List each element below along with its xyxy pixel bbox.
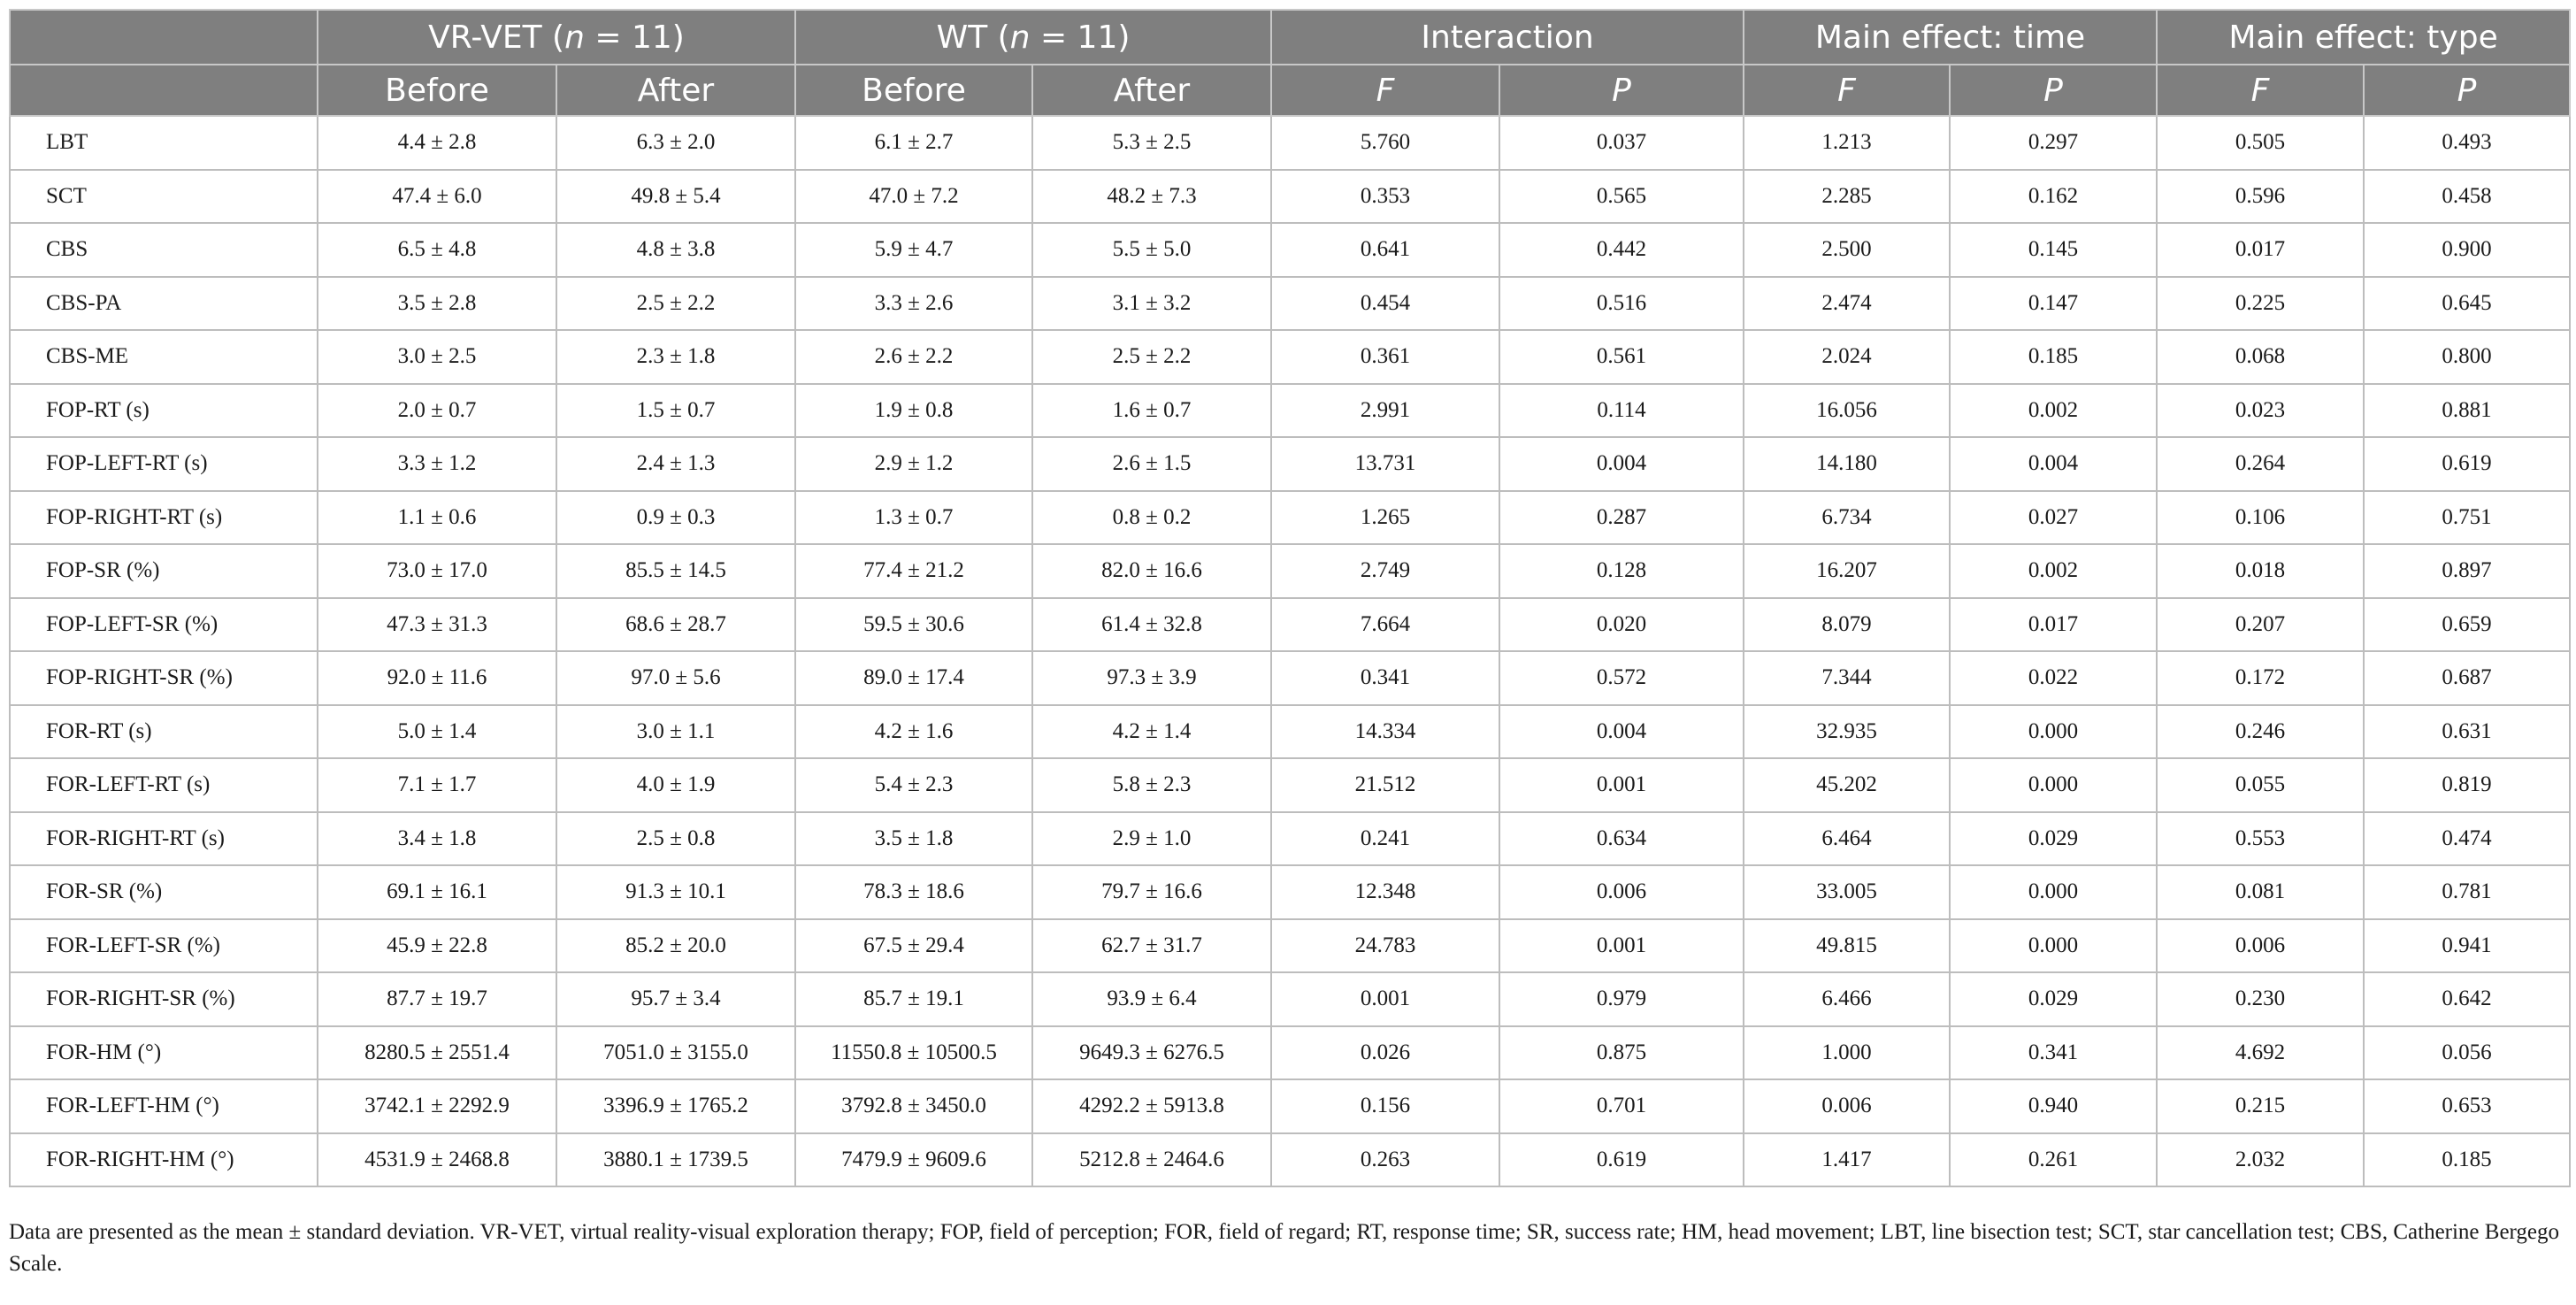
- table-cell: 0.458: [2364, 170, 2570, 224]
- table-cell: 0.241: [1271, 812, 1499, 866]
- table-cell: 0.000: [1950, 919, 2157, 973]
- table-cell: 0.881: [2364, 384, 2570, 438]
- table-cell: 0.001: [1499, 758, 1744, 812]
- header-sub-cell: F: [1744, 65, 1950, 116]
- row-label: FOP-RIGHT-RT (s): [10, 491, 318, 545]
- table-cell: 21.512: [1271, 758, 1499, 812]
- table-cell: 0.341: [1271, 651, 1499, 705]
- table-cell: 0.246: [2157, 705, 2364, 759]
- row-label: FOR-RIGHT-SR (%): [10, 972, 318, 1026]
- table-cell: 4292.2 ± 5913.8: [1032, 1079, 1271, 1133]
- table-cell: 4.2 ± 1.6: [795, 705, 1032, 759]
- table-cell: 16.056: [1744, 384, 1950, 438]
- table-cell: 5.9 ± 4.7: [795, 223, 1032, 277]
- table-cell: 0.264: [2157, 437, 2364, 491]
- table-cell: 0.505: [2157, 116, 2364, 170]
- header-sub-cell: P: [2364, 65, 2570, 116]
- header-sub-cell: Before: [795, 65, 1032, 116]
- table-cell: 0.641: [1271, 223, 1499, 277]
- table-cell: 0.297: [1950, 116, 2157, 170]
- table-cell: 3396.9 ± 1765.2: [556, 1079, 795, 1133]
- table-cell: 0.572: [1499, 651, 1744, 705]
- table-cell: 0.017: [1950, 598, 2157, 652]
- table-cell: 85.5 ± 14.5: [556, 544, 795, 598]
- table-cell: 1.3 ± 0.7: [795, 491, 1032, 545]
- table-row: [10, 223, 2570, 277]
- table-cell: 0.751: [2364, 491, 2570, 545]
- table-cell: 0.875: [1499, 1026, 1744, 1080]
- table-cell: 7051.0 ± 3155.0: [556, 1026, 795, 1080]
- table-cell: 0.553: [2157, 812, 2364, 866]
- table-cell: 7.344: [1744, 651, 1950, 705]
- table-row: [10, 330, 2570, 384]
- table-cell: 1.000: [1744, 1026, 1950, 1080]
- table-cell: 0.634: [1499, 812, 1744, 866]
- table-cell: 0.619: [2364, 437, 2570, 491]
- table-cell: 3.3 ± 1.2: [318, 437, 556, 491]
- table-cell: 5.4 ± 2.3: [795, 758, 1032, 812]
- table-cell: 0.022: [1950, 651, 2157, 705]
- row-label: FOP-LEFT-RT (s): [10, 437, 318, 491]
- table-cell: 92.0 ± 11.6: [318, 651, 556, 705]
- table-row: [10, 598, 2570, 652]
- table-cell: 49.8 ± 5.4: [556, 170, 795, 224]
- table-cell: 0.819: [2364, 758, 2570, 812]
- table-cell: 14.180: [1744, 437, 1950, 491]
- table-cell: 78.3 ± 18.6: [795, 865, 1032, 919]
- table-cell: 0.185: [2364, 1133, 2570, 1187]
- table-cell: 2.032: [2157, 1133, 2364, 1187]
- table-cell: 1.213: [1744, 116, 1950, 170]
- table-cell: 79.7 ± 16.6: [1032, 865, 1271, 919]
- table-cell: 2.9 ± 1.0: [1032, 812, 1271, 866]
- row-label: FOP-RT (s): [10, 384, 318, 438]
- table-row: [10, 651, 2570, 705]
- table-cell: 5212.8 ± 2464.6: [1032, 1133, 1271, 1187]
- row-label: FOR-LEFT-RT (s): [10, 758, 318, 812]
- table-cell: 1.5 ± 0.7: [556, 384, 795, 438]
- table-cell: 47.3 ± 31.3: [318, 598, 556, 652]
- table-cell: 6.464: [1744, 812, 1950, 866]
- table-cell: 2.285: [1744, 170, 1950, 224]
- table-cell: 1.417: [1744, 1133, 1950, 1187]
- table-cell: 0.081: [2157, 865, 2364, 919]
- table-cell: 0.215: [2157, 1079, 2364, 1133]
- table-cell: 49.815: [1744, 919, 1950, 973]
- table-cell: 85.2 ± 20.0: [556, 919, 795, 973]
- table-cell: 0.156: [1271, 1079, 1499, 1133]
- table-cell: 0.004: [1499, 437, 1744, 491]
- table-cell: 0.565: [1499, 170, 1744, 224]
- table-cell: 73.0 ± 17.0: [318, 544, 556, 598]
- table-cell: 0.037: [1499, 116, 1744, 170]
- table-cell: 0.474: [2364, 812, 2570, 866]
- table-cell: 6.5 ± 4.8: [318, 223, 556, 277]
- table-cell: 0.781: [2364, 865, 2570, 919]
- table-row: [10, 437, 2570, 491]
- table-cell: 91.3 ± 10.1: [556, 865, 795, 919]
- table-cell: 48.2 ± 7.3: [1032, 170, 1271, 224]
- table-cell: 0.020: [1499, 598, 1744, 652]
- table-cell: 0.004: [1950, 437, 2157, 491]
- table-cell: 62.7 ± 31.7: [1032, 919, 1271, 973]
- table-cell: 8280.5 ± 2551.4: [318, 1026, 556, 1080]
- table-cell: 3.0 ± 2.5: [318, 330, 556, 384]
- table-cell: 0.687: [2364, 651, 2570, 705]
- table-cell: 13.731: [1271, 437, 1499, 491]
- table-cell: 1.265: [1271, 491, 1499, 545]
- header-row-subs: [10, 65, 2570, 116]
- table-cell: 0.056: [2364, 1026, 2570, 1080]
- table-cell: 6.1 ± 2.7: [795, 116, 1032, 170]
- table-cell: 8.079: [1744, 598, 1950, 652]
- table-cell: 6.734: [1744, 491, 1950, 545]
- table-cell: 5.8 ± 2.3: [1032, 758, 1271, 812]
- header-sub-cell: Before: [318, 65, 556, 116]
- table-cell: 0.361: [1271, 330, 1499, 384]
- table-cell: 0.442: [1499, 223, 1744, 277]
- header-corner: [10, 10, 318, 65]
- table-cell: 0.027: [1950, 491, 2157, 545]
- table-cell: 0.596: [2157, 170, 2364, 224]
- table-row: [10, 1026, 2570, 1080]
- row-label: FOP-SR (%): [10, 544, 318, 598]
- row-label: FOR-LEFT-HM (°): [10, 1079, 318, 1133]
- table-cell: 0.645: [2364, 277, 2570, 331]
- table-cell: 2.5 ± 2.2: [1032, 330, 1271, 384]
- table-cell: 1.6 ± 0.7: [1032, 384, 1271, 438]
- table-cell: 2.6 ± 2.2: [795, 330, 1032, 384]
- table-cell: 5.5 ± 5.0: [1032, 223, 1271, 277]
- table-cell: 82.0 ± 16.6: [1032, 544, 1271, 598]
- table-cell: 1.9 ± 0.8: [795, 384, 1032, 438]
- table-cell: 0.006: [1744, 1079, 1950, 1133]
- table-cell: 11550.8 ± 10500.5: [795, 1026, 1032, 1080]
- row-label: FOR-SR (%): [10, 865, 318, 919]
- table-cell: 4531.9 ± 2468.8: [318, 1133, 556, 1187]
- table-cell: 0.147: [1950, 277, 2157, 331]
- results-table: [9, 9, 2571, 1187]
- table-cell: 2.5 ± 0.8: [556, 812, 795, 866]
- table-cell: 77.4 ± 21.2: [795, 544, 1032, 598]
- table-cell: 0.026: [1271, 1026, 1499, 1080]
- table-cell: 0.561: [1499, 330, 1744, 384]
- table-cell: 6.3 ± 2.0: [556, 116, 795, 170]
- table-cell: 0.023: [2157, 384, 2364, 438]
- table-cell: 47.0 ± 7.2: [795, 170, 1032, 224]
- table-cell: 0.979: [1499, 972, 1744, 1026]
- table-row: [10, 277, 2570, 331]
- table-cell: 59.5 ± 30.6: [795, 598, 1032, 652]
- table-cell: 0.000: [1950, 705, 2157, 759]
- table-cell: 5.0 ± 1.4: [318, 705, 556, 759]
- table-cell: 0.9 ± 0.3: [556, 491, 795, 545]
- table-cell: 9649.3 ± 6276.5: [1032, 1026, 1271, 1080]
- table-cell: 2.5 ± 2.2: [556, 277, 795, 331]
- table-row: [10, 170, 2570, 224]
- table-row: [10, 812, 2570, 866]
- header-sub-cell: P: [1499, 65, 1744, 116]
- table-cell: 0.017: [2157, 223, 2364, 277]
- table-cell: 0.145: [1950, 223, 2157, 277]
- table-cell: 0.493: [2364, 116, 2570, 170]
- table-cell: 85.7 ± 19.1: [795, 972, 1032, 1026]
- table-cell: 0.002: [1950, 384, 2157, 438]
- table-cell: 0.068: [2157, 330, 2364, 384]
- table-cell: 2.024: [1744, 330, 1950, 384]
- table-cell: 0.225: [2157, 277, 2364, 331]
- table-cell: 0.114: [1499, 384, 1744, 438]
- table-cell: 68.6 ± 28.7: [556, 598, 795, 652]
- table-cell: 12.348: [1271, 865, 1499, 919]
- table-cell: 0.900: [2364, 223, 2570, 277]
- row-label: FOR-RIGHT-HM (°): [10, 1133, 318, 1187]
- table-cell: 0.8 ± 0.2: [1032, 491, 1271, 545]
- table-cell: 0.261: [1950, 1133, 2157, 1187]
- table-cell: 4.2 ± 1.4: [1032, 705, 1271, 759]
- table-cell: 32.935: [1744, 705, 1950, 759]
- table-cell: 2.6 ± 1.5: [1032, 437, 1271, 491]
- table-cell: 4.692: [2157, 1026, 2364, 1080]
- table-cell: 89.0 ± 17.4: [795, 651, 1032, 705]
- table-cell: 2.474: [1744, 277, 1950, 331]
- header-group-wt: WT (n = 11): [795, 10, 1271, 65]
- table-row: [10, 116, 2570, 170]
- row-label: FOP-RIGHT-SR (%): [10, 651, 318, 705]
- table-cell: 0.029: [1950, 812, 2157, 866]
- table-cell: 4.8 ± 3.8: [556, 223, 795, 277]
- table-cell: 47.4 ± 6.0: [318, 170, 556, 224]
- table-cell: 0.004: [1499, 705, 1744, 759]
- table-body: [10, 116, 2570, 1186]
- table-cell: 2.749: [1271, 544, 1499, 598]
- table-cell: 0.006: [2157, 919, 2364, 973]
- header-group-vr-vet: VR-VET (n = 11): [318, 10, 795, 65]
- table-cell: 2.500: [1744, 223, 1950, 277]
- row-label: FOR-RT (s): [10, 705, 318, 759]
- table-row: [10, 1079, 2570, 1133]
- table-cell: 0.001: [1271, 972, 1499, 1026]
- table-cell: 14.334: [1271, 705, 1499, 759]
- table-cell: 24.783: [1271, 919, 1499, 973]
- row-label: SCT: [10, 170, 318, 224]
- table-cell: 0.287: [1499, 491, 1744, 545]
- header-corner-sub: [10, 65, 318, 116]
- row-label: FOP-LEFT-SR (%): [10, 598, 318, 652]
- table-row: [10, 972, 2570, 1026]
- table-cell: 7.1 ± 1.7: [318, 758, 556, 812]
- table-cell: 2.991: [1271, 384, 1499, 438]
- table-cell: 0.659: [2364, 598, 2570, 652]
- table-cell: 95.7 ± 3.4: [556, 972, 795, 1026]
- table-row: [10, 491, 2570, 545]
- header-group-type: Main effect: type: [2157, 10, 2570, 65]
- header-sub-cell: After: [1032, 65, 1271, 116]
- table-cell: 69.1 ± 16.1: [318, 865, 556, 919]
- table-cell: 97.3 ± 3.9: [1032, 651, 1271, 705]
- table-cell: 97.0 ± 5.6: [556, 651, 795, 705]
- table-cell: 3.3 ± 2.6: [795, 277, 1032, 331]
- table-cell: 3.5 ± 1.8: [795, 812, 1032, 866]
- table-cell: 0.631: [2364, 705, 2570, 759]
- header-group-time: Main effect: time: [1744, 10, 2157, 65]
- row-label: FOR-LEFT-SR (%): [10, 919, 318, 973]
- table-cell: 0.941: [2364, 919, 2570, 973]
- table-cell: 0.001: [1499, 919, 1744, 973]
- row-label: CBS: [10, 223, 318, 277]
- table-row: [10, 705, 2570, 759]
- table-cell: 16.207: [1744, 544, 1950, 598]
- table-cell: 0.172: [2157, 651, 2364, 705]
- table-cell: 87.7 ± 19.7: [318, 972, 556, 1026]
- header-sub-cell: F: [2157, 65, 2364, 116]
- row-label: FOR-RIGHT-RT (s): [10, 812, 318, 866]
- table-cell: 0.000: [1950, 865, 2157, 919]
- table-cell: 0.653: [2364, 1079, 2570, 1133]
- table-cell: 3.5 ± 2.8: [318, 277, 556, 331]
- table-cell: 5.760: [1271, 116, 1499, 170]
- table-cell: 67.5 ± 29.4: [795, 919, 1032, 973]
- table-cell: 0.701: [1499, 1079, 1744, 1133]
- table-cell: 0.353: [1271, 170, 1499, 224]
- table-cell: 0.018: [2157, 544, 2364, 598]
- row-label: CBS-PA: [10, 277, 318, 331]
- table-cell: 0.454: [1271, 277, 1499, 331]
- table-cell: 0.800: [2364, 330, 2570, 384]
- table-cell: 4.0 ± 1.9: [556, 758, 795, 812]
- table-cell: 0.619: [1499, 1133, 1744, 1187]
- table-cell: 0.000: [1950, 758, 2157, 812]
- table-cell: 3.0 ± 1.1: [556, 705, 795, 759]
- table-cell: 2.0 ± 0.7: [318, 384, 556, 438]
- table-cell: 0.162: [1950, 170, 2157, 224]
- header-sub-cell: F: [1271, 65, 1499, 116]
- row-label: LBT: [10, 116, 318, 170]
- table-cell: 3.4 ± 1.8: [318, 812, 556, 866]
- header-sub-cell: P: [1950, 65, 2157, 116]
- table-cell: 0.230: [2157, 972, 2364, 1026]
- table-cell: 5.3 ± 2.5: [1032, 116, 1271, 170]
- table-cell: 3792.8 ± 3450.0: [795, 1079, 1032, 1133]
- header-row-groups: [10, 10, 2570, 65]
- row-label: CBS-ME: [10, 330, 318, 384]
- table-cell: 2.3 ± 1.8: [556, 330, 795, 384]
- table-row: [10, 758, 2570, 812]
- table-cell: 0.106: [2157, 491, 2364, 545]
- table-cell: 3742.1 ± 2292.9: [318, 1079, 556, 1133]
- table-cell: 3880.1 ± 1739.5: [556, 1133, 795, 1187]
- table-cell: 61.4 ± 32.8: [1032, 598, 1271, 652]
- table-cell: 2.4 ± 1.3: [556, 437, 795, 491]
- table-cell: 0.006: [1499, 865, 1744, 919]
- table-cell: 0.055: [2157, 758, 2364, 812]
- table-footnote: Data are presented as the mean ± standard deviation. VR-VET, virtual reality-visual exploration therapy; FOP, field of perception; FOR, field of regard; RT, response time; SR, success rate; HM, head movement; LBT, line bisection test; SCT, star cancellation test; CBS, Catherine Bergego Scale.: [9, 1220, 2560, 1276]
- row-label: FOR-HM (°): [10, 1026, 318, 1080]
- table-cell: 0.940: [1950, 1079, 2157, 1133]
- table-cell: 0.029: [1950, 972, 2157, 1026]
- table-cell: 33.005: [1744, 865, 1950, 919]
- table-cell: 0.897: [2364, 544, 2570, 598]
- table-cell: 0.341: [1950, 1026, 2157, 1080]
- table-cell: 0.002: [1950, 544, 2157, 598]
- table-row: [10, 919, 2570, 973]
- table-cell: 93.9 ± 6.4: [1032, 972, 1271, 1026]
- table-cell: 45.202: [1744, 758, 1950, 812]
- table-cell: 0.263: [1271, 1133, 1499, 1187]
- results-table-container: [9, 9, 2569, 1187]
- table-row: [10, 1133, 2570, 1187]
- header-sub-cell: After: [556, 65, 795, 116]
- table-cell: 7479.9 ± 9609.6: [795, 1133, 1032, 1187]
- table-cell: 0.185: [1950, 330, 2157, 384]
- table-row: [10, 865, 2570, 919]
- table-cell: 0.516: [1499, 277, 1744, 331]
- table-cell: 4.4 ± 2.8: [318, 116, 556, 170]
- table-row: [10, 544, 2570, 598]
- header-group-interaction: Interaction: [1271, 10, 1744, 65]
- table-cell: 45.9 ± 22.8: [318, 919, 556, 973]
- table-cell: 0.128: [1499, 544, 1744, 598]
- table-row: [10, 384, 2570, 438]
- table-cell: 3.1 ± 3.2: [1032, 277, 1271, 331]
- table-cell: 0.207: [2157, 598, 2364, 652]
- table-cell: 2.9 ± 1.2: [795, 437, 1032, 491]
- table-cell: 0.642: [2364, 972, 2570, 1026]
- table-cell: 6.466: [1744, 972, 1950, 1026]
- table-cell: 1.1 ± 0.6: [318, 491, 556, 545]
- table-cell: 7.664: [1271, 598, 1499, 652]
